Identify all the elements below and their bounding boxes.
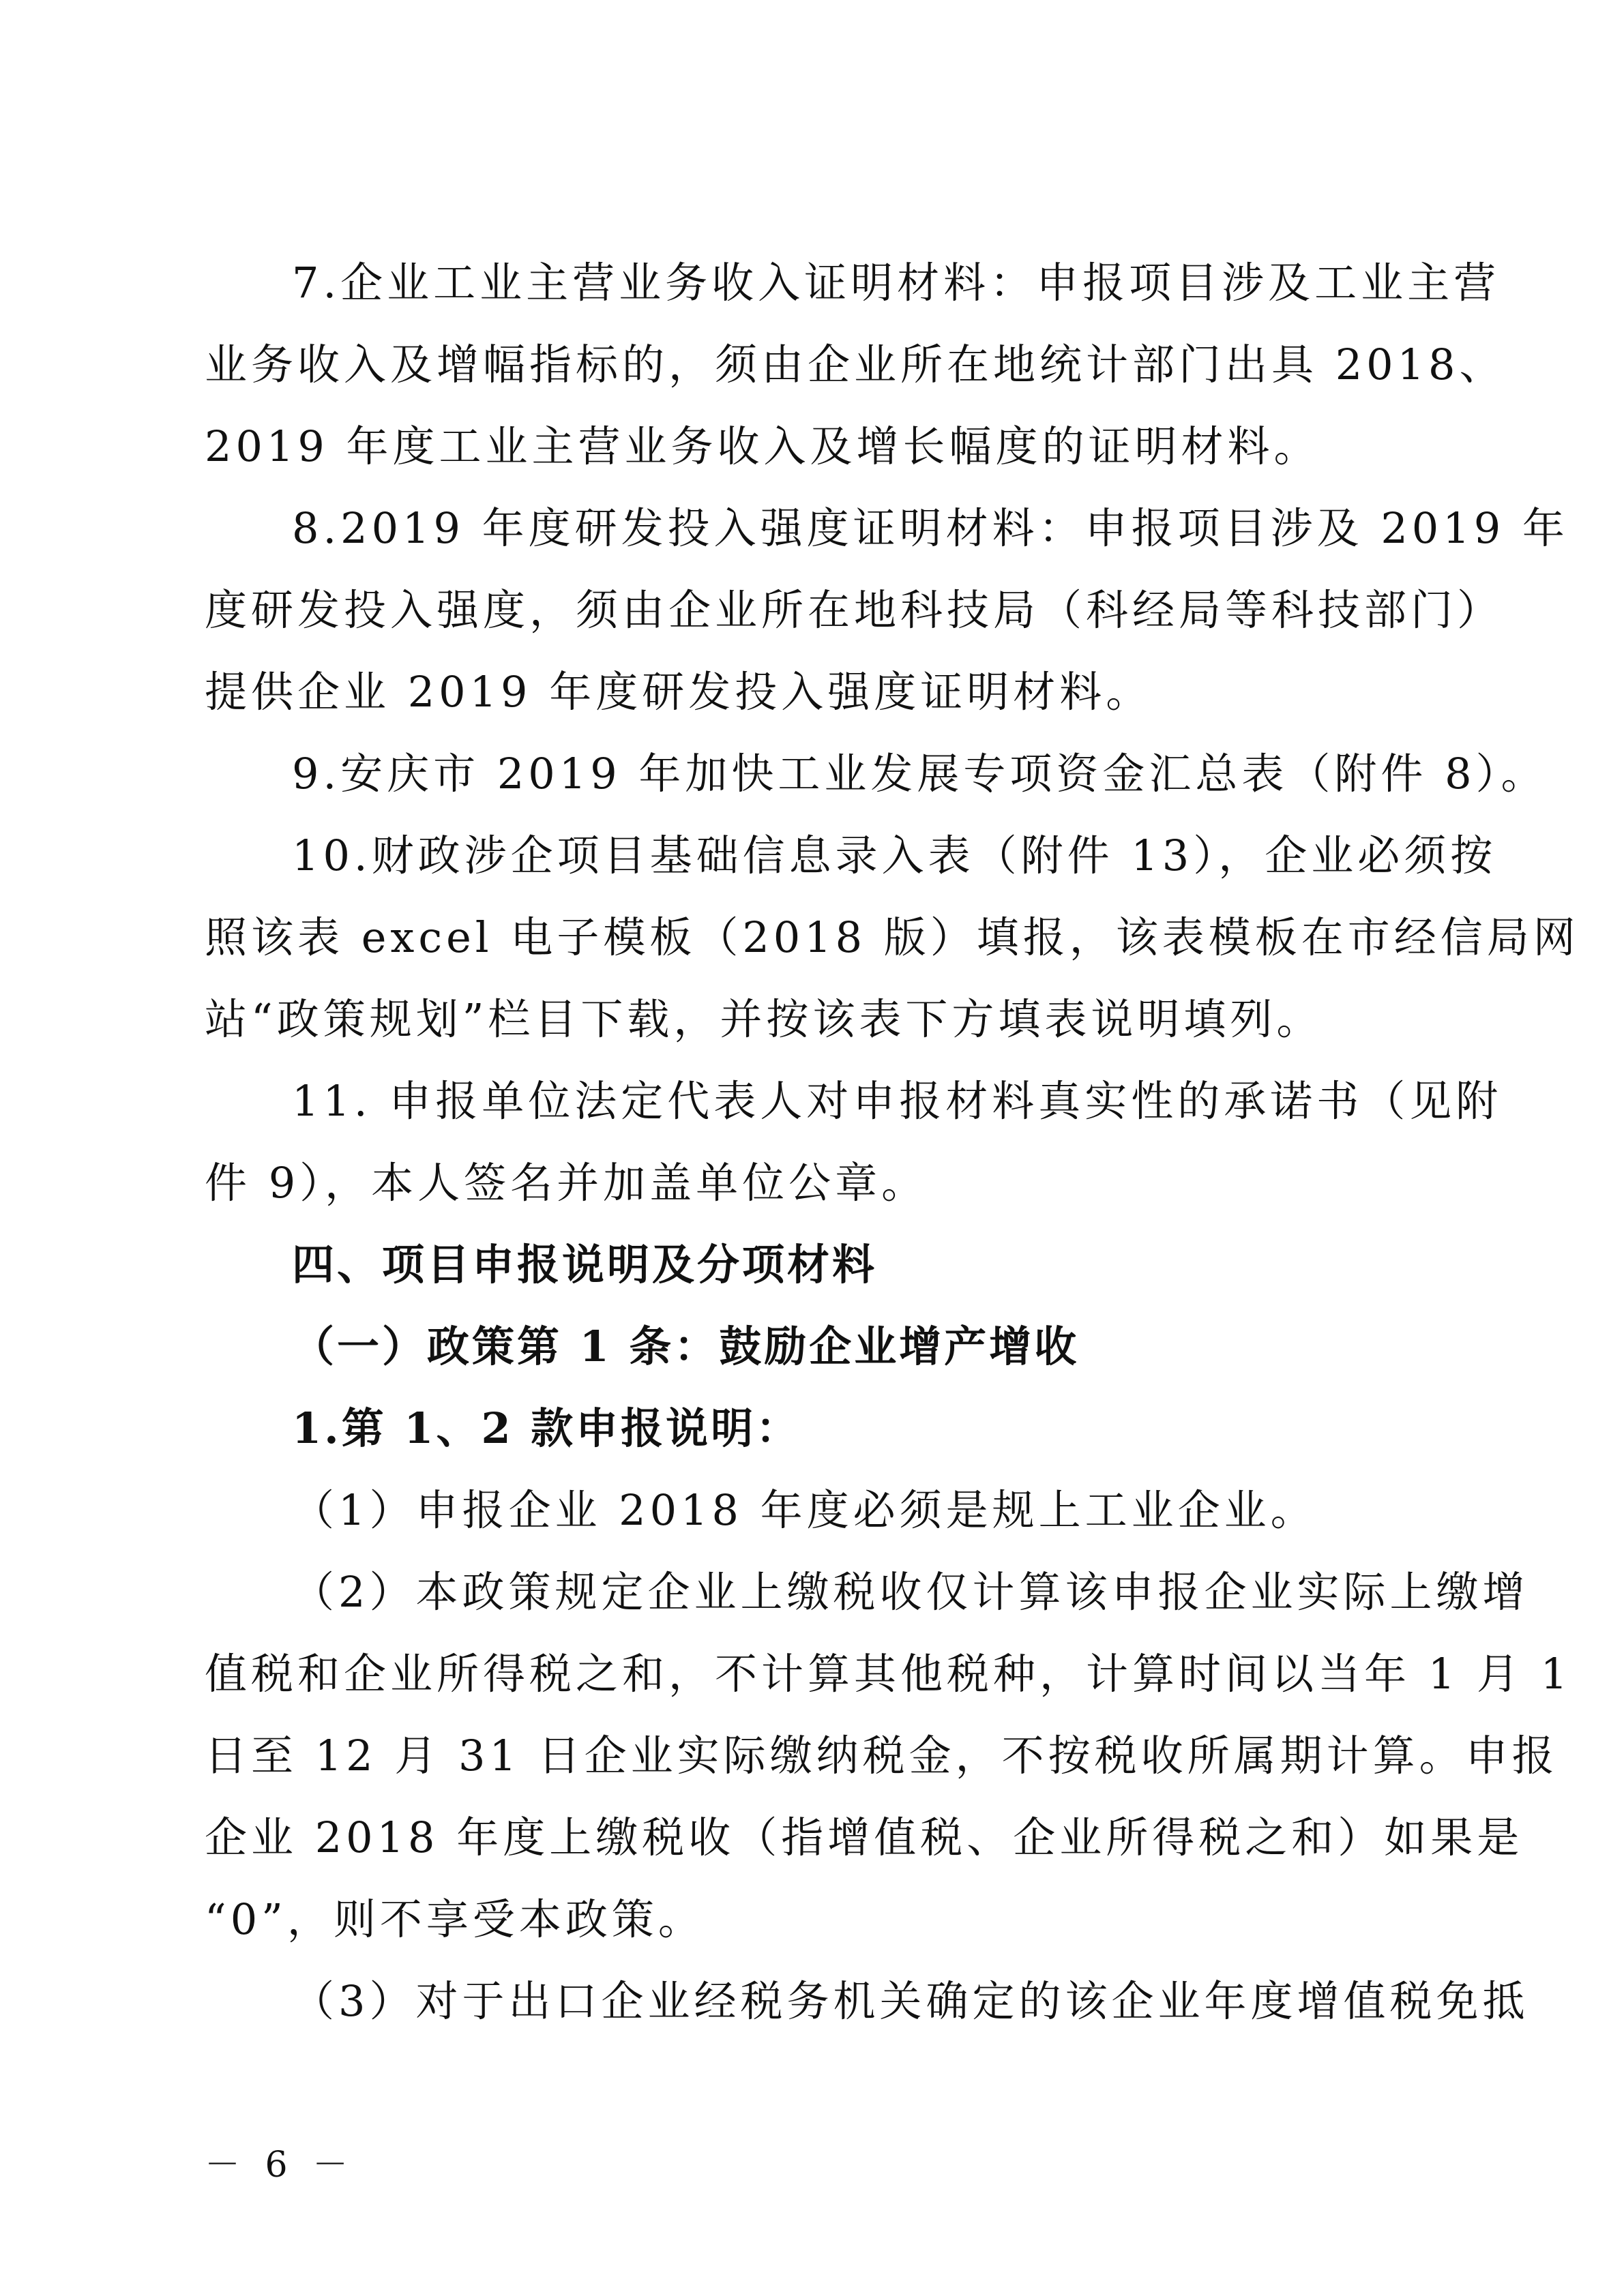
item-10-line-2: 照该表 excel 电子模板（2018 版）填报，该表模板在市经信局网	[205, 912, 1580, 962]
item-11-line-1: 11. 申报单位法定代表人对申报材料真实性的承诺书（见附	[292, 1076, 1503, 1126]
point-2-line-5: “0”，则不享受本政策。	[205, 1894, 705, 1944]
point-2-line-2: 值税和企业所得税之和，不计算其他税种，计算时间以当年 1 月 1	[205, 1649, 1572, 1699]
point-2-line-4: 企业 2018 年度上缴税收（指增值税、企业所得税之和）如果是	[205, 1813, 1524, 1862]
item-7-line-1: 7.企业工业主营业务收入证明材料：申报项目涉及工业主营	[292, 258, 1501, 308]
point-2-line-3: 日至 12 月 31 日企业实际缴纳税金，不按税收所属期计算。申报	[205, 1731, 1559, 1780]
item-7-line-2: 业务收入及增幅指标的，须由企业所在地统计部门出具 2018、	[205, 340, 1506, 389]
subsection-1-heading: （一）政策第 1 条：鼓励企业增产增收	[292, 1322, 1080, 1371]
point-3-line-1: （3）对于出口企业经税务机关确定的该企业年度增值税免抵	[292, 1976, 1529, 2026]
item-8-line-1: 8.2019 年度研发投入强度证明材料：申报项目涉及 2019 年	[292, 503, 1569, 553]
item-8-line-3: 提供企业 2019 年度研发投入强度证明材料。	[205, 667, 1153, 717]
item-10-line-1: 10.财政涉企项目基础信息录入表（附件 13），企业必须按	[292, 831, 1497, 880]
clause-1-2-heading: 1.第 1、2 款申报说明：	[292, 1403, 801, 1453]
item-8-line-2: 度研发投入强度，须由企业所在地科技局（科经局等科技部门）	[205, 585, 1504, 635]
item-9-line-1: 9.安庆市 2019 年加快工业发展专项资金汇总表（附件 8）。	[292, 749, 1548, 799]
item-10-line-3: 站“政策规划”栏目下载，并按该表下方填表说明填列。	[205, 994, 1323, 1044]
point-1-line-1: （1）申报企业 2018 年度必须是规上工业企业。	[292, 1485, 1317, 1535]
page-number: － 6 －	[205, 2145, 355, 2186]
section-4-heading: 四、项目申报说明及分项材料	[292, 1240, 878, 1289]
point-2-line-1: （2）本政策规定企业上缴税收仅计算该申报企业实际上缴增	[292, 1567, 1529, 1617]
item-7-line-3: 2019 年度工业主营业务收入及增长幅度的证明材料。	[205, 421, 1320, 471]
item-11-line-2: 件 9），本人签名并加盖单位公章。	[205, 1158, 928, 1208]
